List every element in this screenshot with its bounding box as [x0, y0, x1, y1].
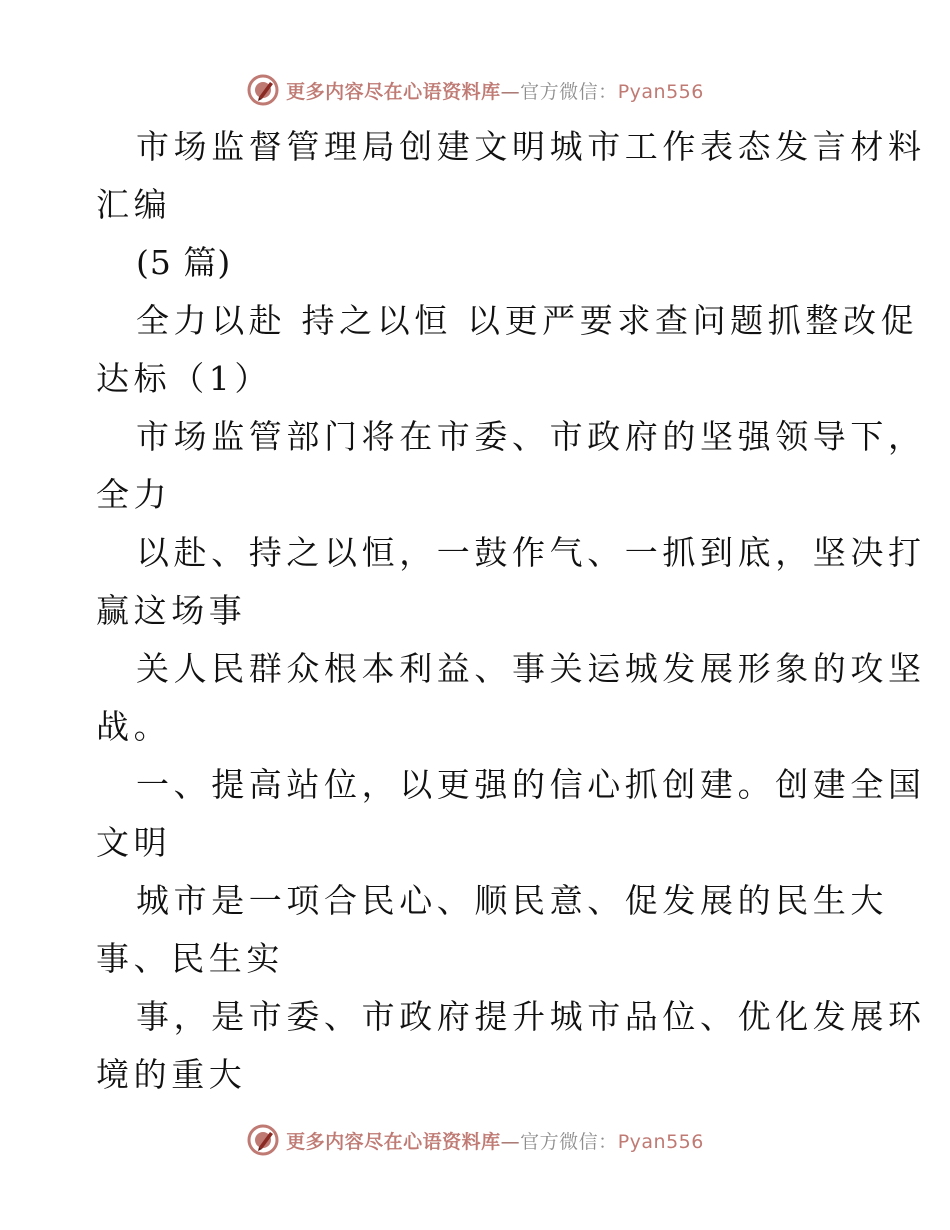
footer-wechat-id: Pyan556	[617, 1130, 704, 1153]
section-heading-line-2: 达标（1）	[96, 359, 272, 398]
article-count: (5 篇)	[136, 243, 232, 282]
header-banner	[0, 70, 950, 110]
footer-promo-text: 更多内容尽在心语资料库	[286, 1130, 501, 1153]
footer-banner	[0, 1120, 950, 1160]
paragraph-line: 城市是一项合民心、顺民意、促发展的民生大	[136, 881, 888, 920]
footer-dash: —	[500, 1130, 521, 1153]
paragraph-line: 境的重大	[96, 1055, 247, 1094]
header-wechat-id: Pyan556	[617, 80, 704, 103]
header-banner-content	[246, 73, 704, 107]
paragraph-line: 赢这场事	[96, 591, 247, 630]
header-wechat-label: 官方微信：	[520, 80, 618, 103]
header-promo	[286, 77, 704, 104]
section-heading-line-1: 全力以赴 持之以恒 以更严要求查问题抓整改促	[136, 301, 919, 340]
header-dash: —	[500, 80, 521, 103]
paragraph-line: 以赴、持之以恒，一鼓作气、一抓到底，坚决打	[136, 533, 926, 572]
footer-wechat-label: 官方微信：	[520, 1130, 618, 1153]
document-body	[96, 118, 926, 1104]
paragraph-line: 事、民生实	[96, 939, 284, 978]
footer-banner-content	[246, 1123, 704, 1157]
paragraph-line: 一、提高站位，以更强的信心抓创建。创建全国	[136, 765, 926, 804]
paragraph-line: 关人民群众根本利益、事关运城发展形象的攻坚	[136, 649, 926, 688]
pen-seal-icon	[246, 73, 280, 107]
paragraph-line: 全力	[96, 475, 172, 514]
paragraph-line: 市场监管部门将在市委、市政府的坚强领导下，	[136, 417, 926, 456]
title-line-2: 汇编	[96, 185, 172, 224]
pen-seal-icon	[246, 1123, 280, 1157]
paragraph-line: 战。	[96, 707, 172, 746]
title-line-1: 市场监督管理局创建文明城市工作表态发言材料	[136, 127, 926, 166]
paragraph-line: 文明	[96, 823, 172, 862]
header-promo-text: 更多内容尽在心语资料库	[286, 80, 501, 103]
footer-promo	[286, 1127, 704, 1154]
paragraph-line: 事，是市委、市政府提升城市品位、优化发展环	[136, 997, 926, 1036]
